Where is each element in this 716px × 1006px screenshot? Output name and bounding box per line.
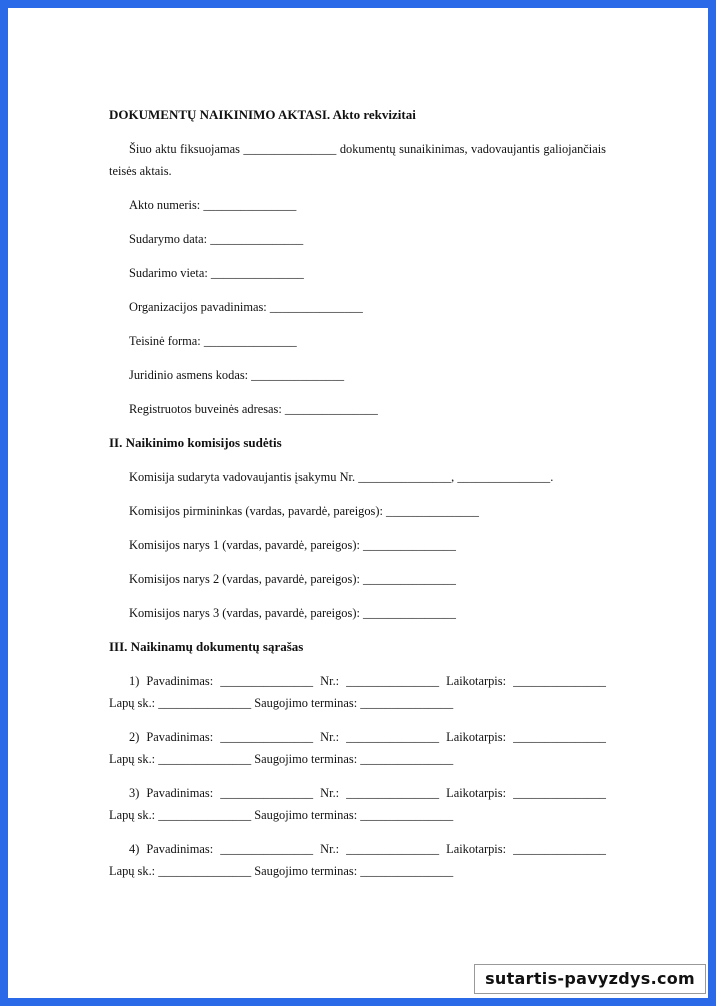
document-list-item-1: 1) Pavadinimas: _______________ Nr.: _______________ Laikotarpis: _______________ Lapų sk.: _______________ Saugojimo terminas: _______________ (109, 674, 606, 710)
commission-member-2-line: Komisijos narys 2 (vardas, pavardė, pareigos): _______________ (129, 572, 456, 586)
commission-chair-line: Komisijos pirmininkas (vardas, pavardė, pareigos): _______________ (129, 504, 479, 518)
site-watermark: sutartis-pavyzdys.com (474, 964, 706, 994)
field-organization: Organizacijos pavadinimas: _______________ (129, 300, 363, 314)
document-list-item-4: 4) Pavadinimas: _______________ Nr.: _______________ Laikotarpis: _______________ Lapų sk.: _______________ Saugojimo terminas: _______________ (109, 842, 606, 878)
field-company-code: Juridinio asmens kodas: _______________ (129, 368, 345, 382)
field-act-number: Akto numeris: _______________ (129, 198, 297, 212)
document-list-item-3: 3) Pavadinimas: _______________ Nr.: _______________ Laikotarpis: _______________ Lapų sk.: _______________ Saugojimo terminas: _______________ (109, 786, 606, 822)
document-body (109, 104, 606, 882)
commission-member-1-line: Komisijos narys 1 (vardas, pavardė, pareigos): _______________ (129, 538, 456, 552)
intro-paragraph: Šiuo aktu fiksuojamas _______________ dokumentų sunaikinimas, vadovaujantis galiojančiais teisės aktais. (109, 142, 606, 178)
section-2-heading: II. Naikinimo komisijos sudėtis (109, 435, 282, 450)
field-legal-form: Teisinė forma: _______________ (129, 334, 297, 348)
document-page (8, 8, 708, 998)
commission-order-line: Komisija sudaryta vadovaujantis įsakymu Nr. _______________, _______________. (129, 470, 554, 484)
commission-member-3-line: Komisijos narys 3 (vardas, pavardė, pareigos): _______________ (129, 606, 456, 620)
section-3-heading: III. Naikinamų dokumentų sąrašas (109, 639, 304, 654)
field-date: Sudarymo data: _______________ (129, 232, 304, 246)
field-place: Sudarimo vieta: _______________ (129, 266, 304, 280)
document-list-item-2: 2) Pavadinimas: _______________ Nr.: _______________ Laikotarpis: _______________ Lapų sk.: _______________ Saugojimo terminas: _______________ (109, 730, 606, 766)
document-title: DOKUMENTŲ NAIKINIMO AKTASI. Akto rekvizitai (109, 107, 416, 122)
field-address: Registruotos buveinės adresas: _______________ (129, 402, 378, 416)
